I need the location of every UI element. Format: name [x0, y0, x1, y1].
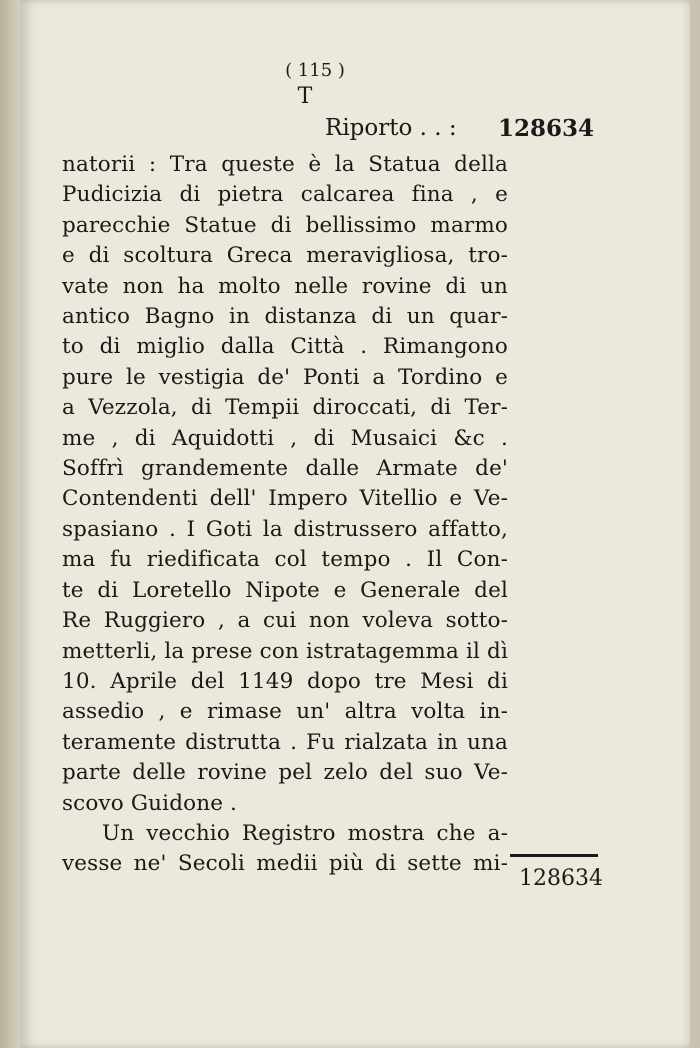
- page-total: 128634: [519, 866, 603, 891]
- text-line: Contendenti dell' Impero Vitellio e Ve-: [62, 486, 508, 512]
- text-line: a Vezzola, di Tempii diroccati, di Ter-: [62, 395, 508, 421]
- carry-label: Riporto . . :: [325, 115, 457, 141]
- text-line: antico Bagno in distanza di un quar-: [62, 304, 508, 330]
- page-number: ( 115 ): [285, 60, 345, 81]
- text-line: Pudicizia di pietra calcarea fina , e: [62, 182, 508, 208]
- text-line: parte delle rovine pel zelo del suo Ve-: [62, 760, 508, 786]
- text-line: parecchie Statue di bellissimo marmo: [62, 212, 508, 238]
- text-line: ma fu riedificata col tempo . Il Con-: [62, 547, 508, 573]
- text-line: 10. Aprile del 1149 dopo tre Mesi di: [62, 668, 508, 694]
- text-line: te di Loretello Nipote e Generale del: [62, 577, 508, 603]
- text-line: Re Ruggiero , a cui non voleva sotto-: [62, 608, 508, 634]
- text-line: me , di Aquidotti , di Musaici &c .: [62, 425, 508, 451]
- text-line: e di scoltura Greca meravigliosa, tro-: [62, 243, 508, 269]
- text-line: vesse ne' Secoli medii più di sette mi-: [62, 851, 508, 877]
- signature-mark: T: [297, 84, 313, 109]
- text-line: metterli, la prese con istratagemma il dì: [62, 638, 508, 664]
- carry-value: 128634: [497, 115, 594, 142]
- text-line: pure le vestigia de' Ponti a Tordino e: [62, 364, 508, 390]
- text-line: assedio , e rimase un' altra volta in-: [62, 699, 508, 725]
- total-rule: [510, 854, 598, 857]
- text-line: vate non ha molto nelle rovine di un: [62, 273, 508, 299]
- text-line: Un vecchio Registro mostra che a-: [102, 820, 508, 846]
- text-line: to di miglio dalla Città . Rimangono: [62, 334, 508, 360]
- book-gutter: [0, 0, 20, 1048]
- text-line: Soffrì grandemente dalle Armate de': [62, 456, 508, 482]
- body-text: [62, 150, 508, 880]
- carry-forward-row: [200, 115, 600, 147]
- text-line: scovo Guidone .: [62, 790, 238, 816]
- text-line: teramente distrutta . Fu rialzata in una: [62, 729, 508, 755]
- text-line: natorii : Tra queste è la Statua della: [62, 152, 508, 177]
- text-line: spasiano . I Goti la distrussero affatto,: [62, 516, 508, 542]
